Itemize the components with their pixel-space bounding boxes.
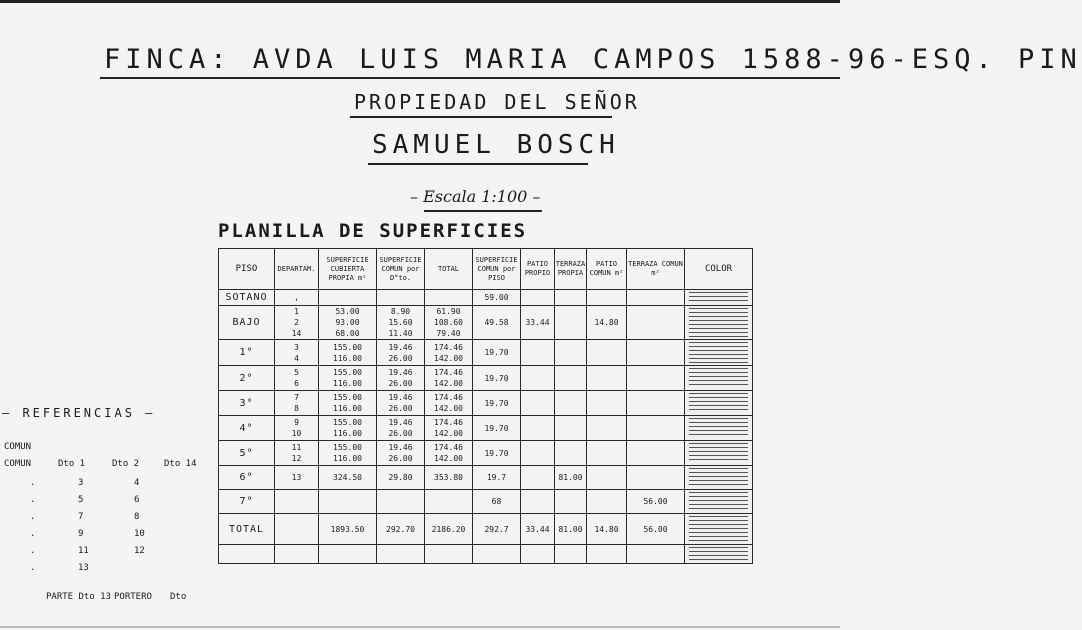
common-per-floor-cell: 19.70: [473, 391, 521, 416]
common-area-cell: [377, 416, 425, 441]
table-row: [219, 290, 753, 306]
total-cell-value: 142.00: [434, 429, 463, 438]
own-terrace-cell: [555, 490, 587, 514]
ref-bullet: .: [30, 495, 36, 505]
common-per-floor-cell: 49.58: [473, 306, 521, 340]
common-per-floor-cell: 19.70: [473, 416, 521, 441]
ref-bullet: .: [30, 546, 36, 556]
common-per-floor-cell: 59.00: [473, 290, 521, 306]
total-cell-value: 353.80: [434, 473, 463, 482]
covered-area-cell-value: 116.00: [333, 454, 362, 463]
owner-name-underline: [368, 163, 588, 165]
empty-cell: [627, 545, 685, 564]
covered-area-cell-value: 116.00: [333, 404, 362, 413]
common-patio-cell: [587, 366, 627, 391]
title-underline: [100, 77, 840, 79]
total-cell: [425, 391, 473, 416]
header-cell: COLOR: [685, 249, 753, 290]
color-hatch: [689, 516, 748, 542]
covered-area-cell: [319, 416, 377, 441]
total-total-cell: 2186.20: [425, 514, 473, 545]
scale-label: – Escala 1:100 –: [410, 187, 541, 206]
common-area-cell-value: 26.00: [388, 404, 413, 413]
ref-footer-portero: PORTERO: [114, 592, 152, 602]
empty-cell: [587, 545, 627, 564]
common-area-cell: [377, 490, 425, 514]
total-cell-value: 142.00: [434, 404, 463, 413]
color-hatch: [689, 292, 748, 303]
department-cell: [275, 490, 319, 514]
ref-bullet: .: [30, 512, 36, 522]
table-row: [219, 391, 753, 416]
ref-item-a: 7: [78, 512, 84, 522]
covered-area-cell: [319, 441, 377, 466]
covered-area-cell: [319, 466, 377, 490]
common-area-cell-value: 26.00: [388, 454, 413, 463]
header-cell: TERRAZA PROPIA: [555, 249, 587, 290]
ref-item-a: 9: [78, 529, 84, 539]
ref-footer-dto: Dto: [170, 592, 187, 602]
common-area-cell-value: 8.90: [390, 307, 411, 316]
referencias-title: – REFERENCIAS –: [2, 406, 156, 420]
department-cell-value: 2: [294, 318, 299, 327]
covered-area-cell: [319, 290, 377, 306]
common-patio-cell: [587, 340, 627, 366]
table-row: [219, 416, 753, 441]
surface-table: [218, 248, 753, 564]
ref-item-b: 4: [134, 478, 140, 488]
header-cell: SUPERFICIE COMUN por D°to.: [377, 249, 425, 290]
total-cell: [425, 366, 473, 391]
total-cell-value: 174.46: [434, 393, 463, 402]
covered-area-cell-value: 155.00: [333, 342, 362, 352]
color-cell: [685, 391, 753, 416]
own-terrace-cell: [555, 366, 587, 391]
ref-item-a: 11: [78, 546, 89, 556]
own-patio-cell: [521, 340, 555, 366]
color-cell: [685, 416, 753, 441]
common-per-floor-cell: 19.7: [473, 466, 521, 490]
floor-cell: 7°: [219, 490, 275, 514]
color-cell: [685, 441, 753, 466]
common-area-cell-value: 26.00: [388, 429, 413, 438]
total-por-piso-cell: 292.7: [473, 514, 521, 545]
department-cell-value: 13: [291, 473, 302, 482]
color-cell: [685, 466, 753, 490]
floor-cell: SOTANO: [219, 290, 275, 306]
department-cell-value: 7: [294, 393, 299, 402]
common-terrace-cell: [627, 290, 685, 306]
own-patio-cell: [521, 290, 555, 306]
table-row: [219, 441, 753, 466]
color-hatch: [689, 308, 748, 337]
floor-cell: 3°: [219, 391, 275, 416]
color-cell: [685, 545, 753, 564]
empty-cell: [473, 545, 521, 564]
total-cell-value: 174.46: [434, 443, 463, 452]
empty-cell: [425, 545, 473, 564]
total-label-cell: TOTAL: [219, 514, 275, 545]
scale-underline: [424, 210, 542, 212]
own-terrace-cell: [555, 306, 587, 340]
covered-area-cell: [319, 490, 377, 514]
color-hatch: [689, 418, 748, 438]
common-area-cell-value: 19.46: [388, 418, 413, 427]
covered-area-cell-value: 155.00: [333, 393, 362, 402]
department-cell: [275, 466, 319, 490]
ref-item-b: 12: [134, 546, 145, 556]
ref-line-comun: COMUN: [4, 442, 32, 452]
own-terrace-cell: [555, 391, 587, 416]
ref-dto1: Dto 1: [58, 459, 86, 469]
common-patio-cell: 14.80: [587, 306, 627, 340]
total-cell: [425, 466, 473, 490]
ref-bullet: .: [30, 529, 36, 539]
total-cell: [425, 490, 473, 514]
floor-cell: 4°: [219, 416, 275, 441]
common-area-cell: [377, 466, 425, 490]
total-cell-value: 142.00: [434, 353, 463, 363]
department-cell-value: 3: [294, 342, 299, 352]
department-cell: [275, 340, 319, 366]
own-patio-cell: [521, 466, 555, 490]
ref-item-a: 13: [78, 563, 89, 573]
floor-cell: BAJO: [219, 306, 275, 340]
color-cell: [685, 340, 753, 366]
own-patio-cell: [521, 416, 555, 441]
own-terrace-cell: [555, 441, 587, 466]
own-patio-cell: [521, 391, 555, 416]
own-patio-cell: [521, 490, 555, 514]
color-cell: [685, 490, 753, 514]
department-cell-value: 6: [294, 379, 299, 388]
table-header-row: [219, 249, 753, 290]
empty-cell: [377, 545, 425, 564]
ref-item-b: 10: [134, 529, 145, 539]
total-patio-cell: 33.44: [521, 514, 555, 545]
common-terrace-cell: [627, 416, 685, 441]
ref-bullet: .: [30, 478, 36, 488]
department-cell-value: ,: [294, 293, 299, 302]
department-cell-value: 4: [294, 353, 299, 363]
top-border: [0, 0, 840, 3]
covered-area-cell: [319, 340, 377, 366]
header-cell: DEPARTAM.: [275, 249, 319, 290]
ref-bullet: .: [30, 563, 36, 573]
covered-area-cell-value: 116.00: [333, 353, 362, 363]
common-patio-cell: [587, 441, 627, 466]
total-row: [219, 514, 753, 545]
department-cell: [275, 306, 319, 340]
common-patio-cell: [587, 416, 627, 441]
own-terrace-cell: [555, 416, 587, 441]
common-area-cell-value: 19.46: [388, 368, 413, 377]
table-row: [219, 366, 753, 391]
own-patio-cell: 33.44: [521, 306, 555, 340]
common-patio-cell: [587, 391, 627, 416]
covered-area-cell: [319, 366, 377, 391]
table-row: [219, 490, 753, 514]
empty-cell: [319, 545, 377, 564]
common-area-cell: [377, 306, 425, 340]
floor-cell: 6°: [219, 466, 275, 490]
color-hatch: [689, 368, 748, 388]
bottom-border: [0, 626, 840, 628]
common-area-cell: [377, 290, 425, 306]
own-patio-cell: [521, 366, 555, 391]
own-terrace-cell: 81.00: [555, 466, 587, 490]
common-terrace-cell: 56.00: [627, 490, 685, 514]
empty-cell: [219, 545, 275, 564]
own-terrace-cell: [555, 340, 587, 366]
total-comun-cell: 292.70: [377, 514, 425, 545]
color-cell: [685, 514, 753, 545]
common-area-cell-value: 29.80: [388, 473, 413, 482]
common-area-cell-value: 15.60: [388, 318, 413, 327]
common-area-cell: [377, 441, 425, 466]
department-cell-value: 10: [291, 429, 302, 438]
color-cell: [685, 306, 753, 340]
total-cell-value: 61.90: [436, 307, 461, 316]
common-area-cell: [377, 391, 425, 416]
floor-cell: 5°: [219, 441, 275, 466]
common-area-cell-value: 19.46: [388, 393, 413, 402]
total-cell: [425, 340, 473, 366]
total-cell: [425, 416, 473, 441]
color-hatch: [689, 342, 748, 363]
total-patio-comun-cell: 14.80: [587, 514, 627, 545]
common-terrace-cell: [627, 391, 685, 416]
total-cell-value: 142.00: [434, 454, 463, 463]
owner-name: SAMUEL BOSCH: [372, 130, 620, 160]
department-cell: [275, 391, 319, 416]
total-cub-cell: 1893.50: [319, 514, 377, 545]
common-terrace-cell: [627, 306, 685, 340]
covered-area-cell: [319, 391, 377, 416]
common-patio-cell: [587, 466, 627, 490]
color-cell: [685, 366, 753, 391]
empty-cell: [521, 545, 555, 564]
department-cell-value: 8: [294, 404, 299, 413]
common-terrace-cell: [627, 340, 685, 366]
common-area-cell-value: 26.00: [388, 353, 413, 363]
total-cell-value: 108.60: [434, 318, 463, 327]
ref-item-a: 5: [78, 495, 84, 505]
color-hatch: [689, 468, 748, 487]
total-cell: [425, 290, 473, 306]
empty-cell: [555, 545, 587, 564]
total-cell-value: 79.40: [436, 329, 461, 338]
covered-area-cell-value: 324.50: [333, 473, 362, 482]
ref-item-b: 8: [134, 512, 140, 522]
header-cell: PATIO PROPIO: [521, 249, 555, 290]
color-hatch: [689, 393, 748, 413]
common-terrace-cell: [627, 366, 685, 391]
header-cell: TOTAL: [425, 249, 473, 290]
department-cell-value: 5: [294, 368, 299, 377]
covered-area-cell-value: 116.00: [333, 429, 362, 438]
color-hatch: [689, 547, 748, 561]
color-hatch: [689, 492, 748, 511]
ref-line-comun-2: COMUN: [4, 459, 32, 469]
common-patio-cell: [587, 290, 627, 306]
common-per-floor-cell: 19.70: [473, 340, 521, 366]
header-cell: PATIO COMUN m²: [587, 249, 627, 290]
owner-label: PROPIEDAD DEL SEÑOR: [354, 90, 640, 114]
total-cell-value: 174.46: [434, 368, 463, 377]
department-cell: [275, 441, 319, 466]
total-cell-value: 174.46: [434, 342, 463, 352]
common-per-floor-cell: 19.70: [473, 441, 521, 466]
total-cell-value: 174.46: [434, 418, 463, 427]
covered-area-cell-value: 53.00: [335, 307, 360, 316]
common-per-floor-cell: 19.70: [473, 366, 521, 391]
total-terraza-cell: 81.00: [555, 514, 587, 545]
header-cell: SUPERFICIE CUBIERTA PROPIA m²: [319, 249, 377, 290]
ref-item-a: 3: [78, 478, 84, 488]
header-cell: PISO: [219, 249, 275, 290]
common-area-cell-value: 19.46: [388, 443, 413, 452]
sheet-title: PLANILLA DE SUPERFICIES: [218, 220, 528, 242]
own-patio-cell: [521, 441, 555, 466]
department-cell-value: 12: [291, 454, 302, 463]
own-terrace-cell: [555, 290, 587, 306]
color-cell: [685, 290, 753, 306]
table-row: [219, 306, 753, 340]
color-hatch: [689, 443, 748, 463]
total-cell-value: 142.00: [434, 379, 463, 388]
covered-area-cell-value: 155.00: [333, 368, 362, 377]
covered-area-cell-value: 155.00: [333, 418, 362, 427]
department-cell: [275, 366, 319, 391]
floor-cell: 2°: [219, 366, 275, 391]
referencias-legend: [0, 406, 220, 606]
ref-footer-parte: PARTE Dto 13: [46, 592, 112, 602]
common-area-cell: [377, 366, 425, 391]
common-area-cell-value: 11.40: [388, 329, 413, 338]
department-cell-value: 9: [294, 418, 299, 427]
total-cell: [425, 306, 473, 340]
header-cell: TERRAZA COMUN m²: [627, 249, 685, 290]
department-cell-value: 1: [294, 307, 299, 316]
covered-area-cell-value: 116.00: [333, 379, 362, 388]
page-title: FINCA: AVDA LUIS MARIA CAMPOS 1588-96-ESQ. PIN: [104, 44, 1082, 75]
common-patio-cell: [587, 490, 627, 514]
empty-cell: [275, 545, 319, 564]
table-row: [219, 340, 753, 366]
covered-area-cell-value: 155.00: [333, 443, 362, 452]
common-area-cell-value: 26.00: [388, 379, 413, 388]
common-area-cell-value: 19.46: [388, 342, 413, 352]
header-cell: SUPERFICIE COMUN por PISO: [473, 249, 521, 290]
floor-cell: 1°: [219, 340, 275, 366]
department-cell-value: 11: [291, 443, 302, 452]
common-terrace-cell: [627, 441, 685, 466]
ref-dto2: Dto 2: [112, 459, 140, 469]
common-terrace-cell: [627, 466, 685, 490]
ref-item-b: 6: [134, 495, 140, 505]
ref-dto14: Dto 14: [164, 459, 197, 469]
table-row: [219, 466, 753, 490]
covered-area-cell-value: 68.00: [335, 329, 360, 338]
department-cell: [275, 290, 319, 306]
department-cell: [275, 514, 319, 545]
department-cell-value: 14: [291, 329, 302, 338]
total-cell: [425, 441, 473, 466]
department-cell: [275, 416, 319, 441]
empty-row: [219, 545, 753, 564]
covered-area-cell-value: 93.00: [335, 318, 360, 327]
common-area-cell: [377, 340, 425, 366]
covered-area-cell: [319, 306, 377, 340]
common-per-floor-cell: 68: [473, 490, 521, 514]
owner-label-underline: [350, 116, 612, 118]
total-terraza-comun-cell: 56.00: [627, 514, 685, 545]
